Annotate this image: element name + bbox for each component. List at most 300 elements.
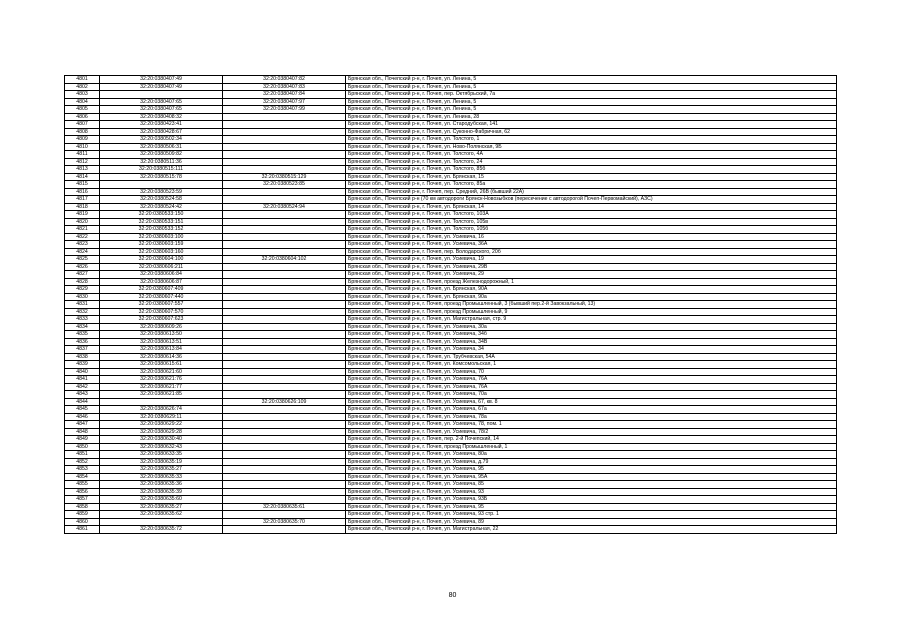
row-number-cell: 4835: [65, 331, 100, 339]
cadastral-number-cell: 32:20:0380428:67: [100, 128, 223, 136]
row-number-cell: 4821: [65, 226, 100, 234]
row-number-cell: 4817: [65, 196, 100, 204]
table-row: [65, 406, 837, 414]
address-cell: Брянская обл., Почепский р-н, г. Почеп, ул. Усиевича, 93: [346, 488, 837, 496]
row-number-cell: 4803: [65, 91, 100, 99]
address-cell: Брянская обл., Почепский р-н, г. Почеп, пер. Володарского, 20б: [346, 248, 837, 256]
address-cell: Брянская обл., Почепский р-н, г. Почеп, ул. Усиевича, 70: [346, 368, 837, 376]
address-cell: Брянская обл., Почепский р-н, г. Почеп, ул. Усиевича, 93 стр. 1: [346, 511, 837, 519]
related-cadastral-number-cell: [223, 151, 346, 159]
row-number-cell: 4847: [65, 421, 100, 429]
related-cadastral-number-cell: [223, 293, 346, 301]
related-cadastral-number-cell: [223, 421, 346, 429]
row-number-cell: 4801: [65, 76, 100, 84]
related-cadastral-number-cell: [223, 413, 346, 421]
row-number-cell: 4849: [65, 436, 100, 444]
row-number-cell: 4846: [65, 413, 100, 421]
cadastral-number-cell: 32:20:0380533:151: [100, 218, 223, 226]
address-cell: Брянская обл., Почепский р-н, г. Почеп, пер. Октябрьский, 7а: [346, 91, 837, 99]
cadastral-number-cell: 32:20:0380635:27: [100, 466, 223, 474]
row-number-cell: 4819: [65, 211, 100, 219]
table-row: [65, 248, 837, 256]
address-cell: Брянская обл., Почепский р-н, г. Почеп, проезд Промышленный, 1: [346, 443, 837, 451]
related-cadastral-number-cell: [223, 211, 346, 219]
related-cadastral-number-cell: [223, 121, 346, 129]
cadastral-number-cell: 32:20:0380613:50: [100, 331, 223, 339]
cadastral-number-cell: 32:20:0380635:62: [100, 511, 223, 519]
related-cadastral-number-cell: [223, 428, 346, 436]
address-cell: Брянская обл., Почепский р-н, г. Почеп, ул. Ленина, 5: [346, 106, 837, 114]
address-cell: Брянская обл., Почепский р-н, г. Почеп, ул. Усиевича, 78/2: [346, 428, 837, 436]
address-cell: Брянская обл., Почепский р-н (70 км автодороги Брянск-Новозыбков (пересечение с автодорогой Почеп-Первомайский), АЗС): [346, 196, 837, 204]
row-number-cell: 4823: [65, 241, 100, 249]
row-number-cell: 4837: [65, 346, 100, 354]
row-number-cell: 4853: [65, 466, 100, 474]
table-row: [65, 428, 837, 436]
row-number-cell: 4861: [65, 526, 100, 534]
row-number-cell: 4841: [65, 376, 100, 384]
row-number-cell: 4808: [65, 128, 100, 136]
address-cell: Брянская обл., Почепский р-н, г. Почеп, ул. Толстого, 105б: [346, 226, 837, 234]
related-cadastral-number-cell: [223, 346, 346, 354]
address-cell: Брянская обл., Почепский р-н, г. Почеп, ул. Усиевича, 16: [346, 233, 837, 241]
table-row: [65, 488, 837, 496]
cadastral-number-cell: 32:20:0380511:36: [100, 158, 223, 166]
address-cell: Брянская обл., Почепский р-н, г. Почеп, ул. Толстого, 105в: [346, 218, 837, 226]
address-cell: Брянская обл., Почепский р-н, г. Почеп, проезд Железнодорожный, 1: [346, 278, 837, 286]
table-row: [65, 218, 837, 226]
table-row: [65, 346, 837, 354]
row-number-cell: 4831: [65, 301, 100, 309]
cadastral-number-cell: 32:20:0380606:211: [100, 263, 223, 271]
cadastral-number-cell: 32:20:0380635:27: [100, 503, 223, 511]
address-cell: Брянская обл., Почепский р-н, г. Почеп, ул. Суконно-Фабричная, 62: [346, 128, 837, 136]
table-row: [65, 473, 837, 481]
row-number-cell: 4850: [65, 443, 100, 451]
row-number-cell: 4807: [65, 121, 100, 129]
cadastral-number-cell: 32:20:0380613:51: [100, 338, 223, 346]
related-cadastral-number-cell: [223, 383, 346, 391]
cadastral-number-cell: 32:20:0380523:59: [100, 188, 223, 196]
cadastral-number-cell: [100, 398, 223, 406]
table-row: [65, 353, 837, 361]
row-number-cell: 4828: [65, 278, 100, 286]
table-row: [65, 518, 837, 526]
cadastral-number-cell: 32:20:0380635:39: [100, 488, 223, 496]
cadastral-number-cell: 32:20:0380606:87: [100, 278, 223, 286]
related-cadastral-number-cell: [223, 188, 346, 196]
address-cell: Брянская обл., Почепский р-н, г. Почеп, ул. Усиевича, 34б: [346, 331, 837, 339]
table-row: [65, 136, 837, 144]
row-number-cell: 4833: [65, 316, 100, 324]
address-cell: Брянская обл., Почепский р-н, г. Почеп, проезд Промышленный, 9: [346, 308, 837, 316]
cadastral-number-cell: 32:20:0380629:22: [100, 421, 223, 429]
row-number-cell: 4825: [65, 256, 100, 264]
table-row: [65, 331, 837, 339]
related-cadastral-number-cell: 32:20:0380407:97: [223, 98, 346, 106]
row-number-cell: 4845: [65, 406, 100, 414]
table-row: [65, 391, 837, 399]
row-number-cell: 4854: [65, 473, 100, 481]
table-row: [65, 338, 837, 346]
table-row: [65, 526, 837, 534]
address-cell: Брянская обл., Почепский р-н, г. Почеп, ул. Брянская, 90а: [346, 293, 837, 301]
related-cadastral-number-cell: 32:20:0380635:70: [223, 518, 346, 526]
row-number-cell: 4822: [65, 233, 100, 241]
address-cell: Брянская обл., Почепский р-н, г. Почеп, ул. Усиевича, 80а: [346, 451, 837, 459]
related-cadastral-number-cell: [223, 278, 346, 286]
cadastral-number-cell: 32:20:0380423:41: [100, 121, 223, 129]
address-cell: Брянская обл., Почепский р-н, г. Почеп, пер. Средний, 26В (бывший 22А): [346, 188, 837, 196]
table-row: [65, 383, 837, 391]
address-cell: Брянская обл., Почепский р-н, г. Почеп, ул. Усиевича, 34: [346, 346, 837, 354]
table-row: [65, 128, 837, 136]
address-cell: Брянская обл., Почепский р-н, г. Почеп, ул. Брянская, 14: [346, 203, 837, 211]
row-number-cell: 4810: [65, 143, 100, 151]
table-row: [65, 211, 837, 219]
cadastral-number-cell: [100, 181, 223, 189]
cadastral-number-cell: 32:20:0380635:33: [100, 473, 223, 481]
row-number-cell: 4811: [65, 151, 100, 159]
cadastral-number-cell: 32:20:0380621:76: [100, 376, 223, 384]
related-cadastral-number-cell: [223, 436, 346, 444]
cadastral-table-body: [65, 76, 837, 534]
row-number-cell: 4820: [65, 218, 100, 226]
related-cadastral-number-cell: [223, 166, 346, 174]
cadastral-number-cell: 32:20:0380607:440: [100, 293, 223, 301]
row-number-cell: 4816: [65, 188, 100, 196]
cadastral-number-cell: 32:20:0380407:65: [100, 98, 223, 106]
address-cell: Брянская обл., Почепский р-н, г. Почеп, ул. Трубчевская, 54А: [346, 353, 837, 361]
cadastral-number-cell: 32:20:0380635:19: [100, 458, 223, 466]
row-number-cell: 4838: [65, 353, 100, 361]
row-number-cell: 4826: [65, 263, 100, 271]
related-cadastral-number-cell: [223, 361, 346, 369]
table-row: [65, 368, 837, 376]
cadastral-number-cell: 32:20:0380407:65: [100, 106, 223, 114]
table-row: [65, 316, 837, 324]
related-cadastral-number-cell: [223, 248, 346, 256]
address-cell: Брянская обл., Почепский р-н, г. Почеп, ул. Толстого, 1: [346, 136, 837, 144]
address-cell: Брянская обл., Почепский р-н, г. Почеп, ул. Усиевича, 30а: [346, 323, 837, 331]
row-number-cell: 4832: [65, 308, 100, 316]
row-number-cell: 4840: [65, 368, 100, 376]
address-cell: Брянская обл., Почепский р-н, г. Почеп, ул. Комсомольская, 1: [346, 361, 837, 369]
table-row: [65, 458, 837, 466]
cadastral-number-cell: 32:20:0380633:35: [100, 451, 223, 459]
cadastral-number-cell: 32:20:0380604:100: [100, 256, 223, 264]
related-cadastral-number-cell: [223, 406, 346, 414]
table-row: [65, 398, 837, 406]
related-cadastral-number-cell: [223, 113, 346, 121]
row-number-cell: 4830: [65, 293, 100, 301]
cadastral-number-cell: 32:20:0380613:84: [100, 346, 223, 354]
table-row: [65, 278, 837, 286]
address-cell: Брянская обл., Почепский р-н, г. Почеп, ул. Усиевича, 36А: [346, 241, 837, 249]
cadastral-number-cell: 32:20:0380621:85: [100, 391, 223, 399]
address-cell: Брянская обл., Почепский р-н, г. Почеп, ул. Ленина, 5: [346, 76, 837, 84]
row-number-cell: 4860: [65, 518, 100, 526]
related-cadastral-number-cell: 32:20:0380515:129: [223, 173, 346, 181]
cadastral-number-cell: 32:20:0380407:49: [100, 76, 223, 84]
related-cadastral-number-cell: [223, 263, 346, 271]
address-cell: Брянская обл., Почепский р-н, г. Почеп, ул. Толстого, 103А: [346, 211, 837, 219]
address-cell: Брянская обл., Почепский р-н, г. Почеп, ул. Усиевича, д.79: [346, 458, 837, 466]
table-row: [65, 188, 837, 196]
related-cadastral-number-cell: [223, 226, 346, 234]
related-cadastral-number-cell: [223, 376, 346, 384]
related-cadastral-number-cell: 32:20:0380604:102: [223, 256, 346, 264]
table-row: [65, 443, 837, 451]
address-cell: Брянская обл., Почепский р-н, г. Почеп, ул. Усиевича, 85: [346, 481, 837, 489]
row-number-cell: 4813: [65, 166, 100, 174]
related-cadastral-number-cell: [223, 158, 346, 166]
cadastral-number-cell: 32:20:0380635:72: [100, 526, 223, 534]
address-cell: Брянская обл., Почепский р-н, г. Почеп, ул. Усиевича, 34В: [346, 338, 837, 346]
table-row: [65, 106, 837, 114]
address-cell: Брянская обл., Почепский р-н, г. Почеп, ул. Ленина, 5: [346, 98, 837, 106]
address-cell: Брянская обл., Почепский р-н, г. Почеп, ул. Брянская, 15: [346, 173, 837, 181]
cadastral-number-cell: 32:20:0380603:160: [100, 248, 223, 256]
related-cadastral-number-cell: [223, 271, 346, 279]
row-number-cell: 4802: [65, 83, 100, 91]
table-row: [65, 166, 837, 174]
table-row: [65, 203, 837, 211]
address-cell: Брянская обл., Почепский р-н, г. Почеп, пер. 2-й Почепский, 14: [346, 436, 837, 444]
cadastral-number-cell: 32:20:0380630:40: [100, 436, 223, 444]
table-row: [65, 113, 837, 121]
table-row: [65, 466, 837, 474]
address-cell: Брянская обл., Почепский р-н, г. Почеп, ул. Стародубская, 141: [346, 121, 837, 129]
row-number-cell: 4806: [65, 113, 100, 121]
row-number-cell: 4859: [65, 511, 100, 519]
related-cadastral-number-cell: 32:20:0380626:109: [223, 398, 346, 406]
address-cell: Брянская обл., Почепский р-н, г. Почеп, ул. Усиевича, 78, пом. 1: [346, 421, 837, 429]
address-cell: Брянская обл., Почепский р-н, г. Почеп, ул. Усиевича, 89: [346, 518, 837, 526]
row-number-cell: 4852: [65, 458, 100, 466]
cadastral-number-cell: 32:20:0380407:49: [100, 83, 223, 91]
cadastral-number-cell: 32:20:0380635:36: [100, 481, 223, 489]
address-cell: Брянская обл., Почепский р-н, г. Почеп, ул. Усиевича, 29В: [346, 263, 837, 271]
page-number: 80: [448, 592, 457, 599]
cadastral-number-cell: 32:20:0380615:61: [100, 361, 223, 369]
row-number-cell: 4848: [65, 428, 100, 436]
address-cell: Брянская обл., Почепский р-н, г. Почеп, ул. Усиевича, 78а: [346, 413, 837, 421]
cadastral-number-cell: 32:20:0380635:60: [100, 496, 223, 504]
table-row: [65, 436, 837, 444]
row-number-cell: 4856: [65, 488, 100, 496]
table-row: [65, 496, 837, 504]
related-cadastral-number-cell: [223, 496, 346, 504]
table-row: [65, 263, 837, 271]
related-cadastral-number-cell: [223, 473, 346, 481]
table-row: [65, 308, 837, 316]
address-cell: Брянская обл., Почепский р-н, г. Почеп, ул. Усиевича, 95: [346, 466, 837, 474]
cadastral-number-cell: 32:20:0380524:58: [100, 196, 223, 204]
cadastral-number-cell: 32:20:0380603:100: [100, 233, 223, 241]
table-row: [65, 241, 837, 249]
table-row: [65, 196, 837, 204]
table-row: [65, 98, 837, 106]
table-row: [65, 323, 837, 331]
cadastral-number-cell: 32:20:0380408:32: [100, 113, 223, 121]
address-cell: Брянская обл., Почепский р-н, г. Почеп, ул. Магистральная, стр. 9: [346, 316, 837, 324]
cadastral-number-cell: 32:20:0380603:159: [100, 241, 223, 249]
row-number-cell: 4834: [65, 323, 100, 331]
address-cell: Брянская обл., Почепский р-н, г. Почеп, ул. Усиевича, 95: [346, 503, 837, 511]
cadastral-number-cell: 32:20:0380506:31: [100, 143, 223, 151]
cadastral-number-cell: 32:20:0380607:409: [100, 286, 223, 294]
related-cadastral-number-cell: [223, 286, 346, 294]
table-row: [65, 271, 837, 279]
related-cadastral-number-cell: [223, 218, 346, 226]
address-cell: Брянская обл., Почепский р-н, г. Почеп, ул. Магистральная, 22: [346, 526, 837, 534]
cadastral-number-cell: 32:20:0380609:26: [100, 323, 223, 331]
cadastral-number-cell: 32:20:0380626:74: [100, 406, 223, 414]
row-number-cell: 4815: [65, 181, 100, 189]
table-row: [65, 421, 837, 429]
address-cell: Брянская обл., Почепский р-н, г. Почеп, ул. Усиевича, 93Б: [346, 496, 837, 504]
row-number-cell: 4814: [65, 173, 100, 181]
cadastral-table: [64, 75, 837, 534]
table-row: [65, 226, 837, 234]
table-row: [65, 451, 837, 459]
table-row: [65, 173, 837, 181]
address-cell: Брянская обл., Почепский р-н, г. Почеп, ул. Толстого, 24: [346, 158, 837, 166]
address-cell: Брянская обл., Почепский р-н, г. Почеп, ул. Толстого, 85а: [346, 181, 837, 189]
cadastral-number-cell: [100, 518, 223, 526]
related-cadastral-number-cell: [223, 301, 346, 309]
address-cell: Брянская обл., Почепский р-н, г. Почеп, ул. Усиевича, 76А: [346, 383, 837, 391]
address-cell: Брянская обл., Почепский р-н, г. Почеп, ул. Усиевича, 67, кв. 8: [346, 398, 837, 406]
address-cell: Брянская обл., Почепский р-н, г. Почеп, ул. Брянская, 90А: [346, 286, 837, 294]
table-row: [65, 91, 837, 99]
table-row: [65, 503, 837, 511]
table-row: [65, 301, 837, 309]
table-row: [65, 76, 837, 84]
row-number-cell: 4804: [65, 98, 100, 106]
row-number-cell: 4855: [65, 481, 100, 489]
cadastral-number-cell: 32:20:0380607:623: [100, 316, 223, 324]
table-row: [65, 286, 837, 294]
table-row: [65, 511, 837, 519]
related-cadastral-number-cell: [223, 233, 346, 241]
address-cell: Брянская обл., Почепский р-н, г. Почеп, ул. Ленина, 28: [346, 113, 837, 121]
related-cadastral-number-cell: [223, 241, 346, 249]
cadastral-number-cell: 32:20:0380629:11: [100, 413, 223, 421]
row-number-cell: 4857: [65, 496, 100, 504]
table-row: [65, 158, 837, 166]
related-cadastral-number-cell: [223, 511, 346, 519]
table-row: [65, 233, 837, 241]
related-cadastral-number-cell: [223, 331, 346, 339]
address-cell: Брянская обл., Почепский р-н, г. Почеп, ул. Ново-Полянская, 9Б: [346, 143, 837, 151]
address-cell: Брянская обл., Почепский р-н, г. Почеп, проезд Промышленный, 3 (бывший пер.2-й Завокзальный, 13): [346, 301, 837, 309]
table-row: [65, 376, 837, 384]
cadastral-number-cell: [100, 91, 223, 99]
related-cadastral-number-cell: 32:20:0380635:61: [223, 503, 346, 511]
row-number-cell: 4818: [65, 203, 100, 211]
cadastral-number-cell: 32:20:0380533:150: [100, 211, 223, 219]
table-row: [65, 293, 837, 301]
table-row: [65, 181, 837, 189]
table-row: [65, 413, 837, 421]
cadastral-number-cell: 32:20:0380533:152: [100, 226, 223, 234]
address-cell: Брянская обл., Почепский р-н, г. Почеп, ул. Ленина, 5: [346, 83, 837, 91]
cadastral-number-cell: 32:20:0380607:570: [100, 308, 223, 316]
row-number-cell: 4809: [65, 136, 100, 144]
table-row: [65, 121, 837, 129]
related-cadastral-number-cell: 32:20:0380523:85: [223, 181, 346, 189]
address-cell: Брянская обл., Почепский р-н, г. Почеп, ул. Усиевича, 70а: [346, 391, 837, 399]
related-cadastral-number-cell: [223, 353, 346, 361]
related-cadastral-number-cell: [223, 458, 346, 466]
cadastral-number-cell: 32:20:0380607:557: [100, 301, 223, 309]
address-cell: Брянская обл., Почепский р-н, г. Почеп, ул. Усиевича, 67а: [346, 406, 837, 414]
table-row: [65, 361, 837, 369]
row-number-cell: 4851: [65, 451, 100, 459]
cadastral-number-cell: 32:20:0380502:34: [100, 136, 223, 144]
row-number-cell: 4843: [65, 391, 100, 399]
related-cadastral-number-cell: [223, 368, 346, 376]
table-row: [65, 143, 837, 151]
related-cadastral-number-cell: [223, 323, 346, 331]
address-cell: Брянская обл., Почепский р-н, г. Почеп, ул. Усиевича, 76А: [346, 376, 837, 384]
related-cadastral-number-cell: 32:20:0380407:83: [223, 83, 346, 91]
cadastral-number-cell: 32:20:0380524:42: [100, 203, 223, 211]
row-number-cell: 4844: [65, 398, 100, 406]
address-cell: Брянская обл., Почепский р-н, г. Почеп, ул. Усиевича, 19: [346, 256, 837, 264]
related-cadastral-number-cell: [223, 308, 346, 316]
row-number-cell: 4829: [65, 286, 100, 294]
cadastral-number-cell: 32:20:0380509:82: [100, 151, 223, 159]
related-cadastral-number-cell: [223, 466, 346, 474]
related-cadastral-number-cell: [223, 196, 346, 204]
table-row: [65, 83, 837, 91]
related-cadastral-number-cell: 32:20:0380407:84: [223, 91, 346, 99]
related-cadastral-number-cell: [223, 481, 346, 489]
related-cadastral-number-cell: 32:20:0380407:99: [223, 106, 346, 114]
row-number-cell: 4839: [65, 361, 100, 369]
address-cell: Брянская обл., Почепский р-н, г. Почеп, ул. Толстого, 85б: [346, 166, 837, 174]
row-number-cell: 4858: [65, 503, 100, 511]
cadastral-number-cell: 32:20:0380621:60: [100, 368, 223, 376]
related-cadastral-number-cell: 32:20:0380524:94: [223, 203, 346, 211]
table-row: [65, 481, 837, 489]
row-number-cell: 4836: [65, 338, 100, 346]
cadastral-number-cell: 32:20:0380629:28: [100, 428, 223, 436]
related-cadastral-number-cell: [223, 143, 346, 151]
address-cell: Брянская обл., Почепский р-н, г. Почеп, ул. Усиевича, 95А: [346, 473, 837, 481]
related-cadastral-number-cell: [223, 526, 346, 534]
related-cadastral-number-cell: [223, 451, 346, 459]
row-number-cell: 4827: [65, 271, 100, 279]
related-cadastral-number-cell: [223, 338, 346, 346]
row-number-cell: 4824: [65, 248, 100, 256]
cadastral-number-cell: 32:20:0380606:84: [100, 271, 223, 279]
cadastral-number-cell: 32:20:0380614:36: [100, 353, 223, 361]
table-row: [65, 151, 837, 159]
row-number-cell: 4805: [65, 106, 100, 114]
cadastral-number-cell: 32:20:0380515:78: [100, 173, 223, 181]
row-number-cell: 4812: [65, 158, 100, 166]
cadastral-number-cell: 32:20:0380632:43: [100, 443, 223, 451]
row-number-cell: 4842: [65, 383, 100, 391]
address-cell: Брянская обл., Почепский р-н, г. Почеп, ул. Толстого, 4А: [346, 151, 837, 159]
address-cell: Брянская обл., Почепский р-н, г. Почеп, ул. Усиевича, 29: [346, 271, 837, 279]
related-cadastral-number-cell: [223, 488, 346, 496]
related-cadastral-number-cell: [223, 391, 346, 399]
